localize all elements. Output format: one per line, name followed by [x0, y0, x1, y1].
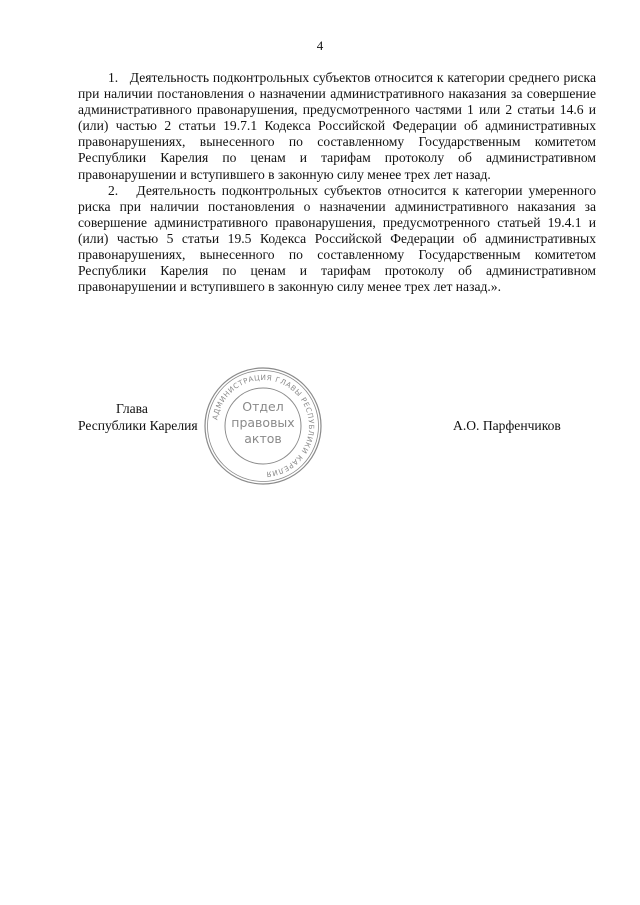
signatory-title — [78, 400, 198, 434]
signatory-region: Республики Карелия — [78, 418, 198, 433]
stamp-ring-text: АДМИНИСТРАЦИЯ ГЛАВЫ РЕСПУБЛИКИ КАРЕЛИЯ — [210, 372, 317, 479]
page-number: 4 — [316, 38, 324, 53]
signatory-role: Глава — [116, 401, 148, 416]
signatory-name: А.О. Парфенчиков — [453, 418, 561, 433]
document-body — [78, 70, 596, 295]
stamp-line-2: правовых — [231, 415, 295, 430]
paragraph-1: 1. Деятельность подконтрольных субъектов относится к категории среднего риска при наличии постановления о назначении административного наказания за совершение административного правонарушения, предусмотренного частями 1 или 2 статьи 14.6 и (или) частью 2 статьи 19.7.1 Кодекса Российской Федерации об административных правонарушениях, вынесенного по составленному Государственным комитетом Республики Карелия по ценам и тарифам протоколу об административном правонарушении и вступившего в законную силу менее трех лет назад. — [78, 70, 596, 182]
stamp-line-1: Отдел — [242, 399, 284, 414]
official-stamp — [202, 365, 324, 487]
stamp-line-3: актов — [244, 431, 282, 446]
paragraph-2: 2. Деятельность подконтрольных субъектов относится к категории умеренного риска при наличии постановления о назначении административного наказания за совершение административного правонарушения, предусмотренного статьей 19.4.1 и (или) частью 5 статьи 19.5 Кодекса Российской Федерации об административных правонарушениях, вынесенного по составленному Государственным комитетом Республики Карелия по ценам и тарифам протоколу об административном правонарушении и вступившего в законную силу менее трех лет назад.». — [78, 182, 596, 295]
